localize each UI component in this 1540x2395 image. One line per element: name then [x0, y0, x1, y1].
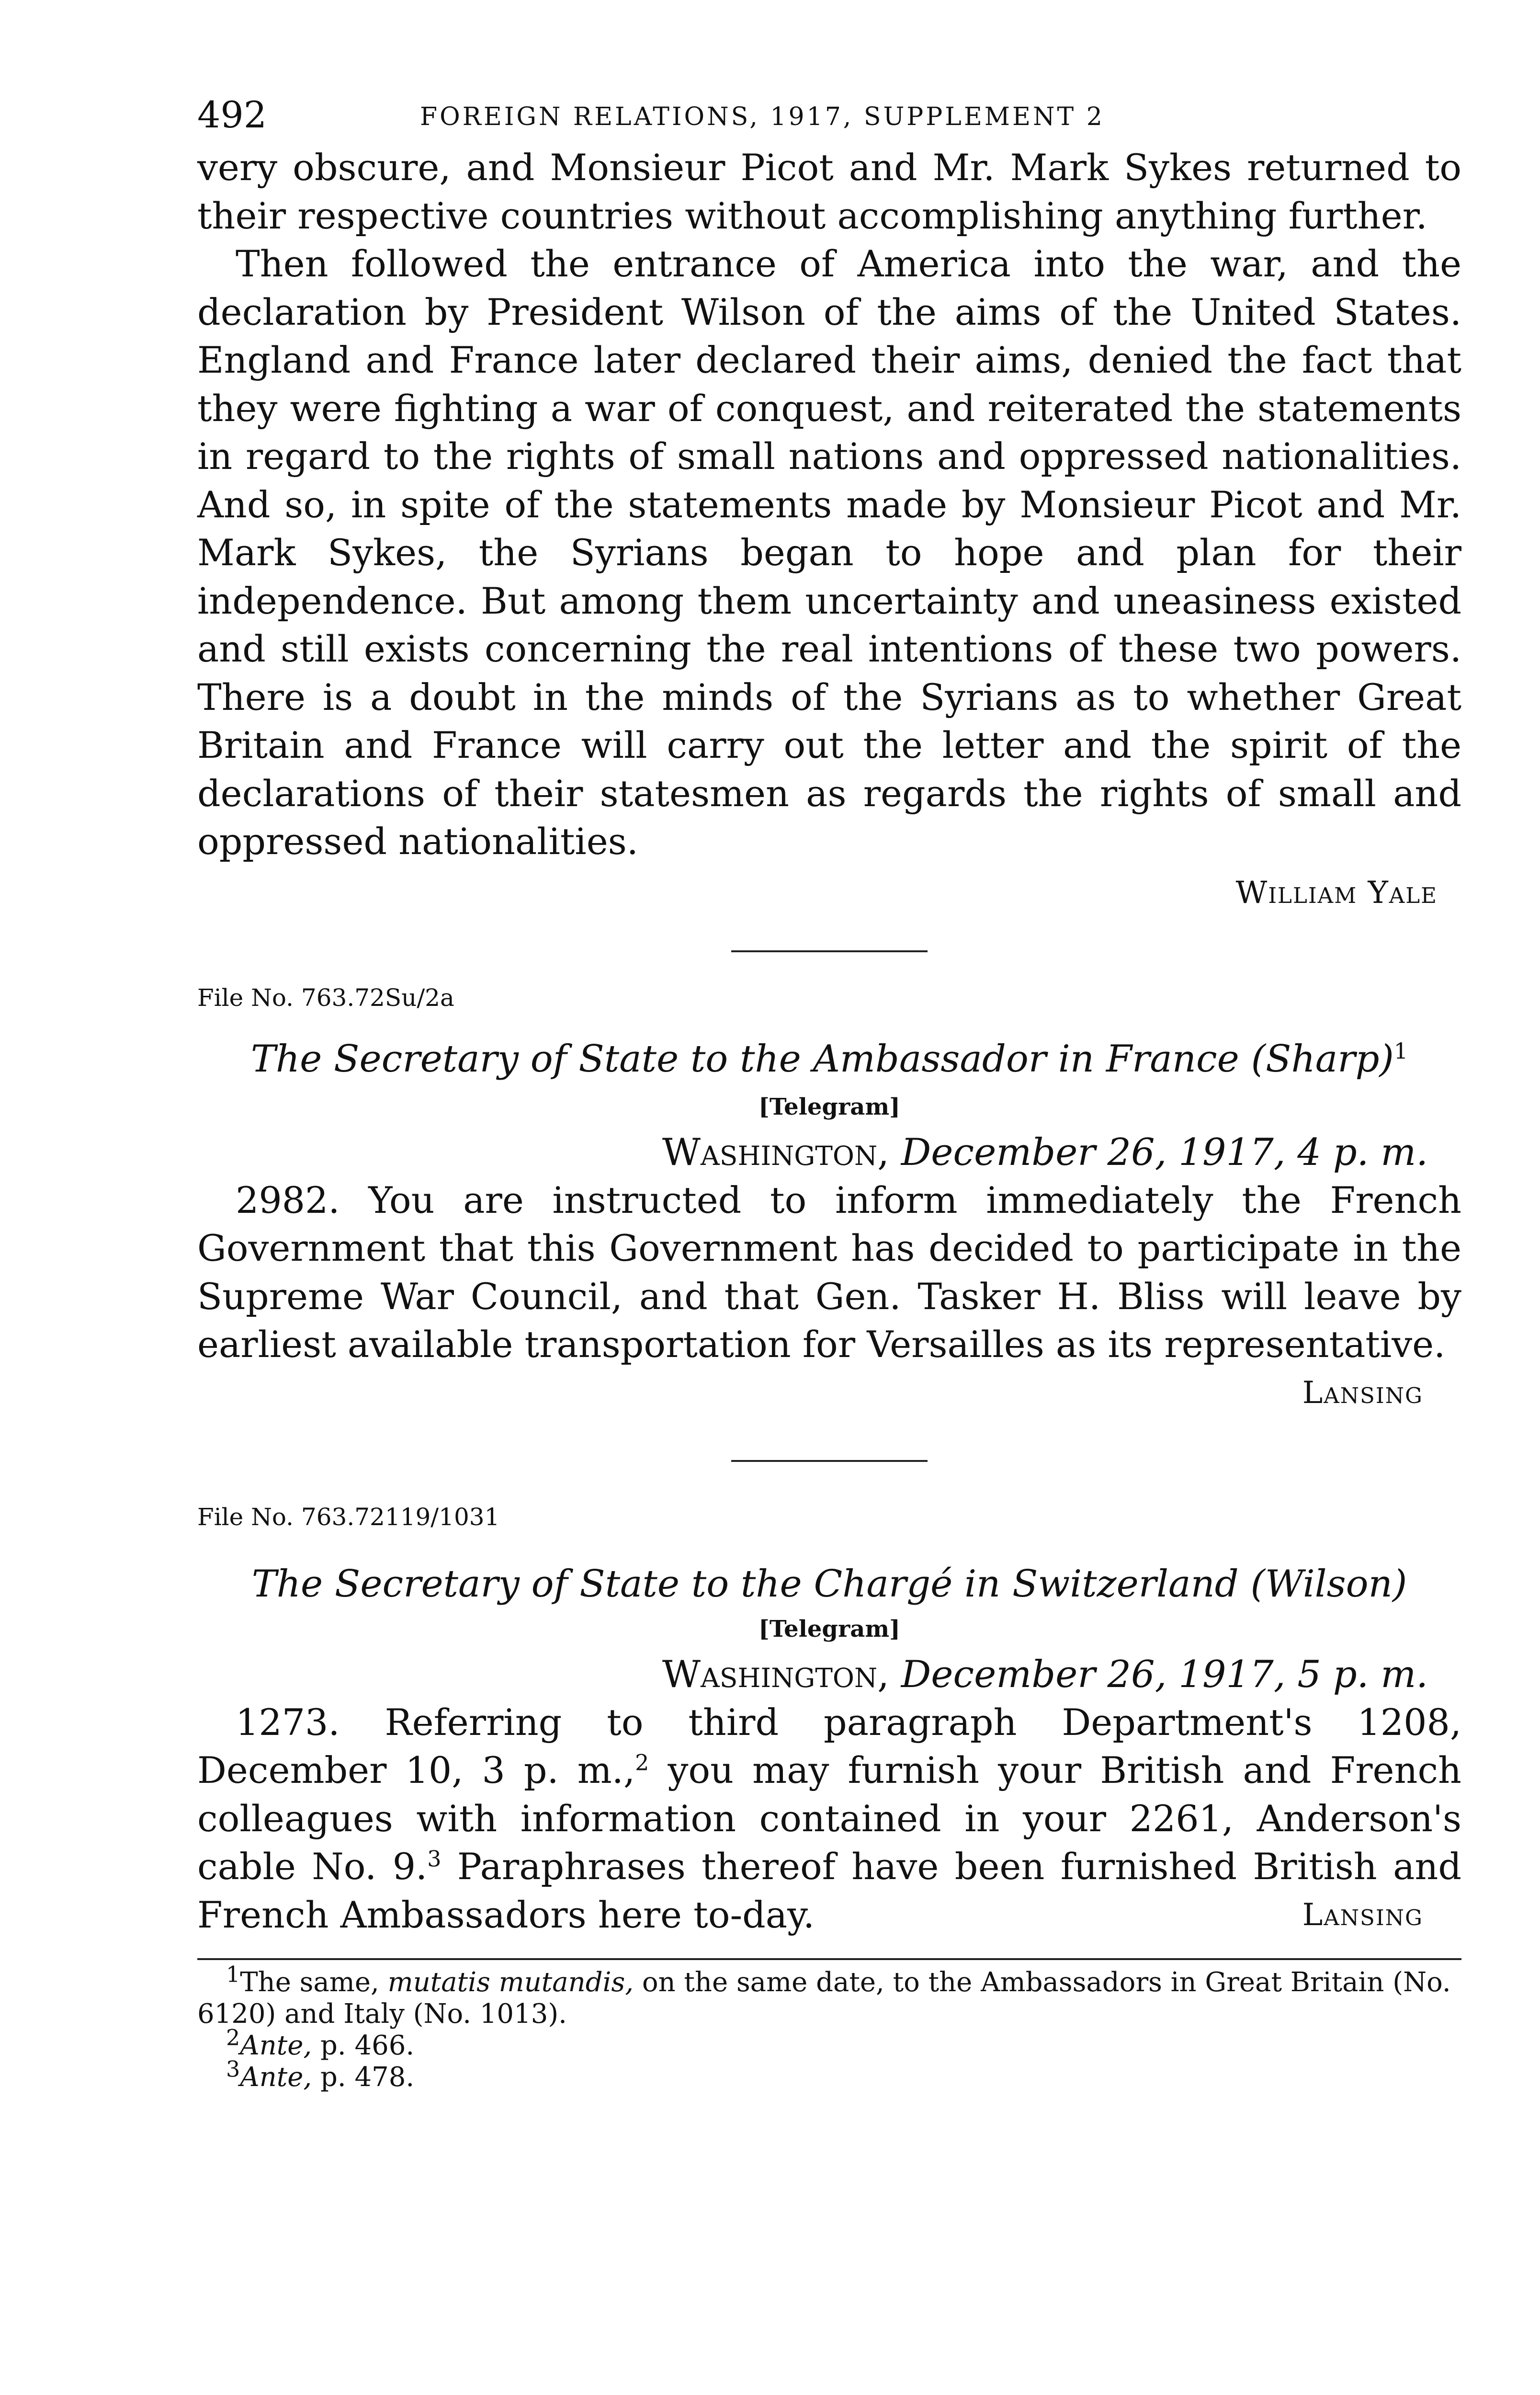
running-title: FOREIGN RELATIONS, 1917, SUPPLEMENT 2 — [420, 103, 1105, 131]
footnote-text: p. 478. — [312, 2062, 415, 2093]
footnotes — [197, 1961, 1461, 2093]
footnote-ref: 1 — [1393, 1038, 1408, 1064]
dateline-date: December 26, 1917, 5 p. m. — [901, 1653, 1428, 1696]
footnote-italic: mutatis mutandis, — [387, 1967, 634, 1998]
page-number: 492 — [197, 93, 267, 136]
telegram-body: 2982. You are instructed to inform immediately the French Government that this Government has decided to participate in the Supreme War Council, and that Gen. Tasker H. Bliss will leave by earliest available transportation for Versailles as its representative. — [197, 1178, 1461, 1366]
footnote-text: p. 466. — [312, 2030, 415, 2061]
footnote-2 — [197, 2024, 1461, 2062]
dateline-place: Washington, — [662, 1653, 889, 1696]
telegram-label: [Telegram] — [759, 1615, 900, 1642]
dateline — [197, 1129, 1461, 1176]
footnote-marker: 2 — [226, 2024, 240, 2051]
file-number: File No. 763.72119/1031 — [197, 1503, 500, 1531]
footnote-marker: 3 — [226, 2056, 240, 2082]
body-text-part: you may furnish your British and French colleagues with information contained in your 2261, Anderson's cable No. 9. — [197, 1749, 1461, 1888]
body-text-part: Paraphrases thereof have been furnished British and French Ambassadors here to-day. — [197, 1845, 1461, 1936]
footnote-italic: Ante, — [240, 2030, 312, 2061]
footnote-ref: 2 — [635, 1749, 649, 1776]
body-paragraph: Then followed the entrance of America into the war, and the declaration by President Wilson of the aims of the United States. England and France later declared their aims, denied the fact that they were fighting a war of conquest, and reiterated the statements in regard to the rights of small nations and oppressed nationalities. And so, in spite of the statements made by Monsieur Picot and Mr. Mark Sykes, the Syrians began to hope and plan for their independence. But among them uncertainty and uneasiness existed and still exists concerning the real intentions of these two powers. There is a doubt in the minds of the Syrians as to whether Great Britain and France will carry out the letter and the spirit of the declarations of their statesmen as regards the rights of small and oppressed nationalities. — [197, 242, 1461, 863]
continued-paragraph: very obscure, and Monsieur Picot and Mr. Mark Sykes returned to their respective countries without accomplishing anything further. — [197, 146, 1461, 237]
footnote-text: on the same date, to the Ambassadors in Great Britain (No. 6120) and Italy (No. 1013). — [197, 1967, 1451, 2030]
document-page — [197, 91, 1461, 2093]
document-heading: The Secretary of State to the Chargé in Switzerland (Wilson) — [251, 1562, 1407, 1606]
telegram-body — [197, 1699, 1461, 1939]
footnote-marker: 1 — [226, 1961, 240, 1987]
running-header — [197, 91, 1461, 144]
footnote-1 — [197, 1961, 1461, 2030]
telegram-label: [Telegram] — [759, 1093, 900, 1120]
signature-lansing: Lansing — [1302, 1897, 1423, 1933]
footnote-3 — [197, 2056, 1461, 2093]
file-number: File No. 763.72Su/2a — [197, 983, 454, 1012]
document-heading — [197, 1033, 1461, 1085]
dateline-date: December 26, 1917, 4 p. m. — [901, 1130, 1428, 1174]
footnote-ref: 3 — [427, 1846, 442, 1872]
dateline — [197, 1651, 1461, 1699]
signature-lansing: Lansing — [1302, 1375, 1423, 1411]
signature-yale: William Yale — [1235, 875, 1438, 911]
dateline-place: Washington, — [662, 1130, 889, 1174]
body-text-part: 1273. Referring to third paragraph Department's 1208, December 10, 3 p. m., — [197, 1700, 1461, 1791]
footnote-text: The same, — [240, 1967, 388, 1998]
footnote-italic: Ante, — [240, 2062, 312, 2093]
heading-text: The Secretary of State to the Ambassador in France (Sharp) — [250, 1037, 1394, 1081]
